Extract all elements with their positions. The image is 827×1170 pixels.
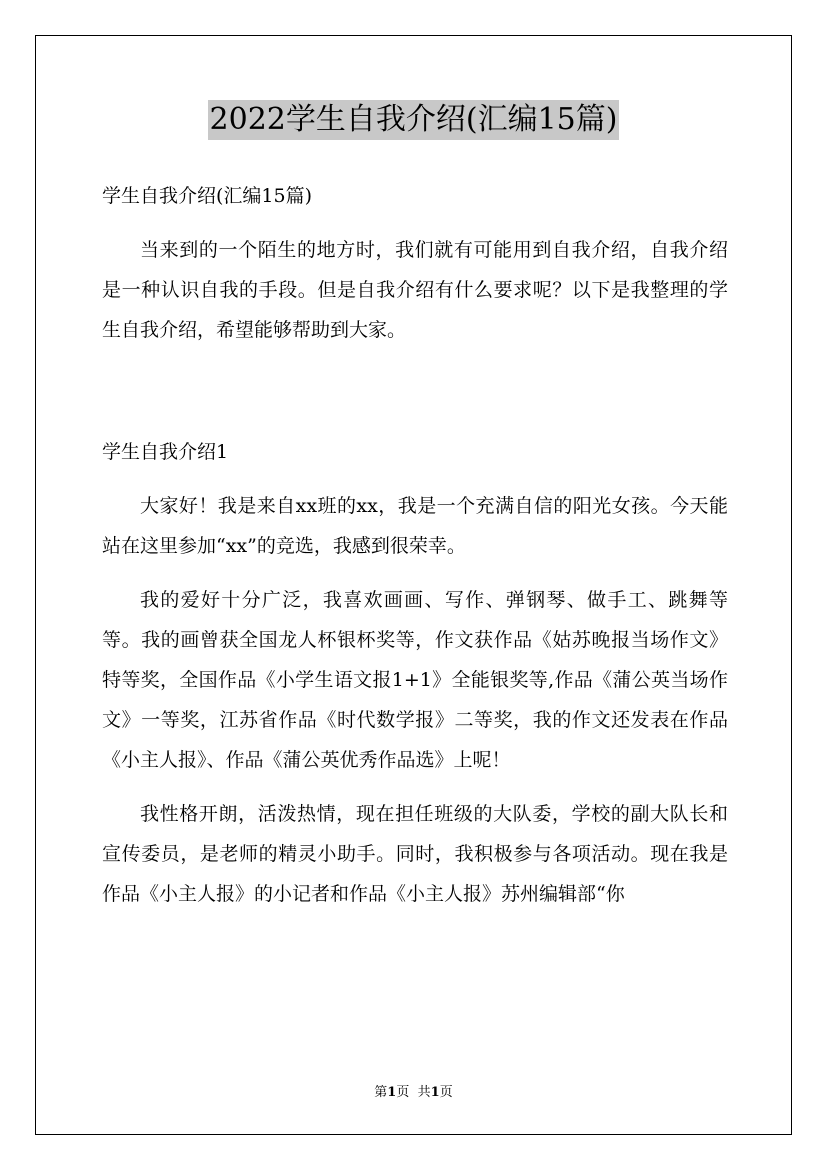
- section-heading: 学生自我介绍1: [102, 441, 229, 463]
- page-label-suffix: 页: [396, 1085, 410, 1100]
- total-pages: 1: [430, 1085, 440, 1100]
- page-label-prefix: 第: [374, 1085, 388, 1100]
- body-paragraph-3: 我性格开朗，活泼热情，现在担任班级的大队委，学校的副大队长和宣传委员，是老师的精灵小助手。同时，我积极参与各项活动。现在我是作品《小主人报》的小记者和作品《小主人报》苏州编辑部“你: [102, 803, 728, 905]
- body-paragraph-2: 我的爱好十分广泛，我喜欢画画、写作、弹钢琴、做手工、跳舞等等。我的画曾获全国龙人杯银杯奖等，作文获作品《姑苏晚报当场作文》特等奖，全国作品《小学生语文报1+1》全能银奖等,作品《蒲公英当场作文》一等奖，江苏省作品《时代数学报》二等奖，我的作文还发表在作品《小主人报》、作品《蒲公英优秀作品选》上呢！: [102, 589, 728, 771]
- document-title: 2022学生自我介绍(汇编15篇): [208, 100, 620, 140]
- body-paragraph-1: 大家好！我是来自xx班的xx，我是一个充满自信的阳光女孩。今天能站在这里参加“xx”的竞选，我感到很荣幸。: [102, 495, 728, 557]
- title-container: [0, 100, 827, 140]
- total-label-prefix: 共: [417, 1085, 431, 1100]
- document-body: [102, 176, 728, 928]
- page-number: 1: [387, 1085, 397, 1100]
- document-subtitle: 学生自我介绍(汇编15篇): [102, 185, 313, 207]
- page-footer: [0, 1083, 827, 1103]
- intro-paragraph: 当来到的一个陌生的地方时，我们就有可能用到自我介绍，自我介绍是一种认识自我的手段。但是自我介绍有什么要求呢？以下是我整理的学生自我介绍，希望能够帮助到大家。: [102, 239, 728, 341]
- total-label-suffix: 页: [439, 1085, 453, 1100]
